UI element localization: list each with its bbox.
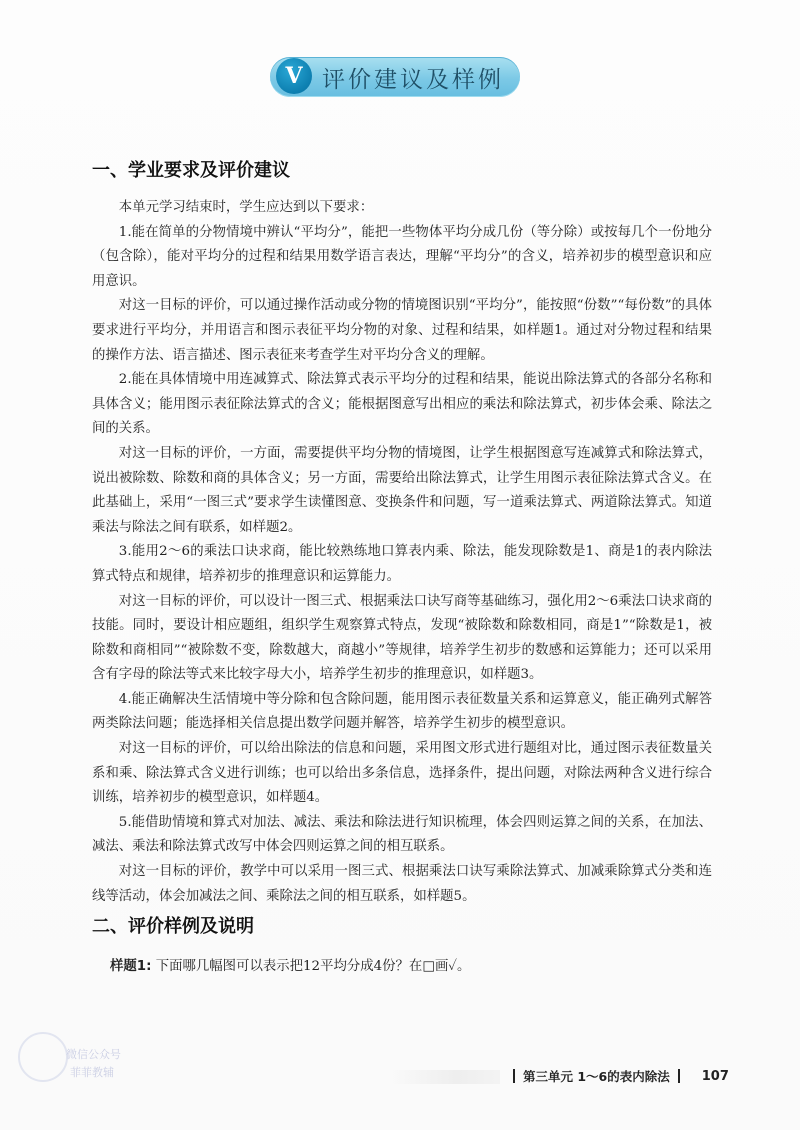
paragraph: 本单元学习结束时，学生应达到以下要求： xyxy=(118,200,374,215)
paragraph: 5.能借助情境和算式对加法、减法、乘法和除法进行知识梳理，体会四则运算之间的关系，在加法、减法、乘法和除法算式改写中体会四则运算之间的相互联系。 xyxy=(92,814,712,855)
roman-numeral-badge: V xyxy=(276,58,312,94)
paragraph: 4.能正确解决生活情境中等分除和包含除问题，能用图示表征数量关系和运算意义，能正确列式解答两类除法问题；能选择相关信息提出数学问题并解答，培养学生初步的模型意识。 xyxy=(92,691,712,732)
paragraph: 对这一目标的评价，一方面，需要提供平均分物的情境图，让学生根据图意写连减算式和除法算式，说出被除数、除数和商的具体含义；另一方面，需要给出除法算式，让学生用图示表征除法算式含义。在此基础上，采用“一图三式”要求学生读懂图意、变换条件和问题，写一道乘法算式、两道除法算式。知道乘法与除法之间有联系，如样题2。 xyxy=(92,445,712,535)
sample-question-1 xyxy=(110,955,470,974)
paragraph: 对这一目标的评价，可以设计一图三式、根据乘法口诀写商等基础练习，强化用2～6乘法口诀求商的技能。同时，要设计相应题组，组织学生观察算式特点，发现“被除数和除数相同，商是1”“除数是1，被除数和商相同”“被除数不变，除数越大，商越小”等规律，培养学生初步的数感和运算能力；还可以采用含有字母的除法等式来比较字母大小，培养学生初步的推理意识，如样题3。 xyxy=(92,593,712,683)
watermark-line2: 菲菲教辅 xyxy=(70,1066,114,1079)
footer-divider xyxy=(678,1069,680,1083)
paragraph: 1.能在简单的分物情境中辨认“平均分”，能把一些物体平均分成几份（等分除）或按每几个一份地分（包含除），能对平均分的过程和结果用数学语言表达，理解“平均分”的含义，培养初步的模型意识和应用意识。 xyxy=(92,224,712,289)
footer-decoration xyxy=(390,1070,500,1084)
sample-text: 下面哪几幅图可以表示把12平均分成4份？在□画✓。 xyxy=(155,959,471,974)
watermark-line1: 微信公众号 xyxy=(66,1048,121,1061)
paragraph: 2.能在具体情境中用连减算式、除法算式表示平均分的过程和结果，能说出除法算式的各部分名称和具体含义；能用图示表征除法算式的含义；能根据图意写出相应的乘法和除法算式，初步体会乘、除法之间的关系。 xyxy=(92,372,712,437)
footer-unit-title: 第三单元 1～6的表内除法 xyxy=(523,1069,670,1084)
section-heading-requirements: 一、学业要求及评价建议 xyxy=(92,160,290,181)
paragraph: 对这一目标的评价，教学中可以采用一图三式、根据乘法口诀写乘除法算式、加减乘除算式分类和连线等活动，体会加减法之间、乘除法之间的相互联系，如样题5。 xyxy=(92,864,712,904)
watermark-logo-icon xyxy=(18,1032,68,1082)
footer-divider xyxy=(513,1069,515,1083)
paragraph: 对这一目标的评价，可以通过操作活动或分物的情境图识别“平均分”，能按照“份数”“每份数”的具体要求进行平均分，并用语言和图示表征平均分物的对象、过程和结果，如样题1。通过对分物过程和结果的操作方法、语言描述、图示表征来考查学生对平均分含义的理解。 xyxy=(92,298,712,363)
page-number: 107 xyxy=(701,1068,729,1084)
paragraph: 3.能用2～6的乘法口诀求商，能比较熟练地口算表内乘、除法，能发现除数是1、商是1的表内除法算式特点和规律，培养初步的推理意识和运算能力。 xyxy=(92,544,712,584)
requirements-body xyxy=(92,196,712,909)
sample-label: 样题1: xyxy=(110,959,152,974)
section-heading-samples: 二、评价样例及说明 xyxy=(92,916,254,937)
page-title: 评价建议及样例 xyxy=(322,66,504,93)
watermark xyxy=(18,1032,128,1092)
page-footer xyxy=(505,1066,729,1086)
paragraph: 对这一目标的评价，可以给出除法的信息和问题，采用图文形式进行题组对比，通过图示表征数量关系和乘、除法算式含义进行训练；也可以给出多条信息，选择条件，提出问题，对除法两种含义进行综合训练，培养初步的模型意识，如样题4。 xyxy=(92,741,712,806)
